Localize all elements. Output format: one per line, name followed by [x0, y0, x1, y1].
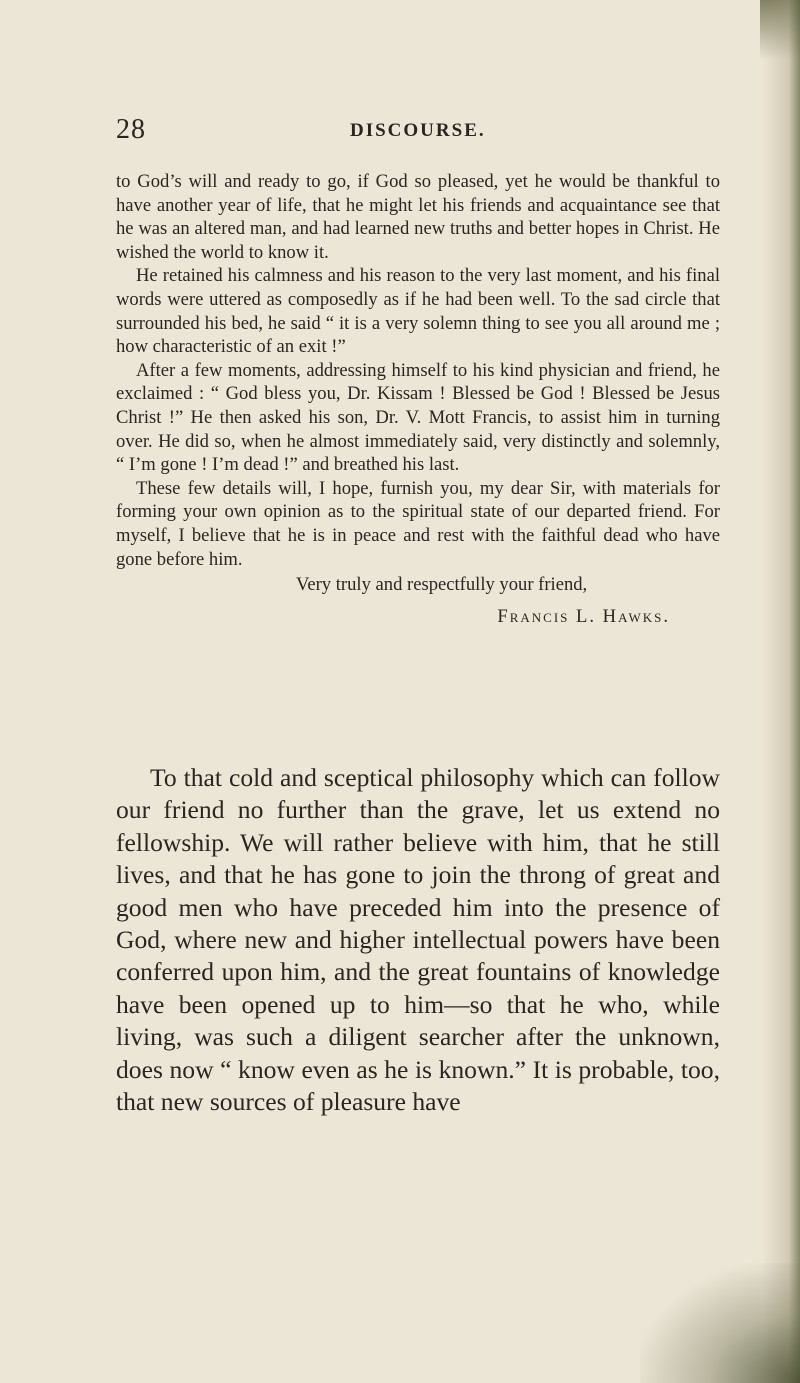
- letter-paragraph: He retained his calmness and his reason to the very last moment, and his final words were uttered as composedly as if he had been well. To the sad circle that surrounded his bed, he said “ it is a very solemn thing to see you all around me ; how characteristic of an exit !”: [116, 265, 720, 358]
- discourse-text: [116, 762, 720, 1118]
- page-number: 28: [116, 114, 146, 145]
- page-corner-shadow: [640, 1263, 800, 1383]
- discourse-paragraph: To that cold and sceptical philosophy which can follow our friend no further than the grave, let us extend no fellowship. We will rather believe with him, that he still lives, and that he has gone to join the throng of great and good men who have preceded him into the presence of God, where new and higher intellectual powers have been conferred upon him, and the great fountains of knowledge have been opened up to him—so that he who, while living, was such a diligent searcher after the unknown, does now “ know even as he is known.” It is probable, too, that new sources of pleasure have: [116, 763, 720, 1117]
- running-head: DISCOURSE.: [350, 120, 486, 141]
- letter-paragraph: After a few moments, addressing himself to his kind physician and friend, he exclaimed : “ God bless you, Dr. Kissam ! Blessed be God ! Blessed be Jesus Christ !” He then asked his son, Dr. V. Mott Francis, to assist him in turning over. He did so, when he almost immediately said, very distinctly and solemnly, “ I’m gone ! I’m dead !” and breathed his last.: [116, 359, 720, 476]
- page-edge-shadow: [762, 0, 800, 1383]
- letter-signature: Francis L. Hawks.: [497, 605, 670, 627]
- letter-closing: Very truly and respectfully your friend,: [296, 574, 588, 596]
- letter-text: [116, 170, 720, 628]
- letter-paragraph: These few details will, I hope, furnish you, my dear Sir, with materials for forming your own opinion as to the spiritual state of our departed friend. For myself, I believe that he is in peace and rest with the faithful dead who have gone before him.: [116, 477, 720, 570]
- page-header: [116, 114, 676, 150]
- letter-paragraph: to God’s will and ready to go, if God so pleased, yet he would be thankful to have another year of life, that he might let his friends and acquaintance see that he was an altered man, and had learned new truths and better hopes in Christ. He wished the world to know it.: [116, 171, 720, 263]
